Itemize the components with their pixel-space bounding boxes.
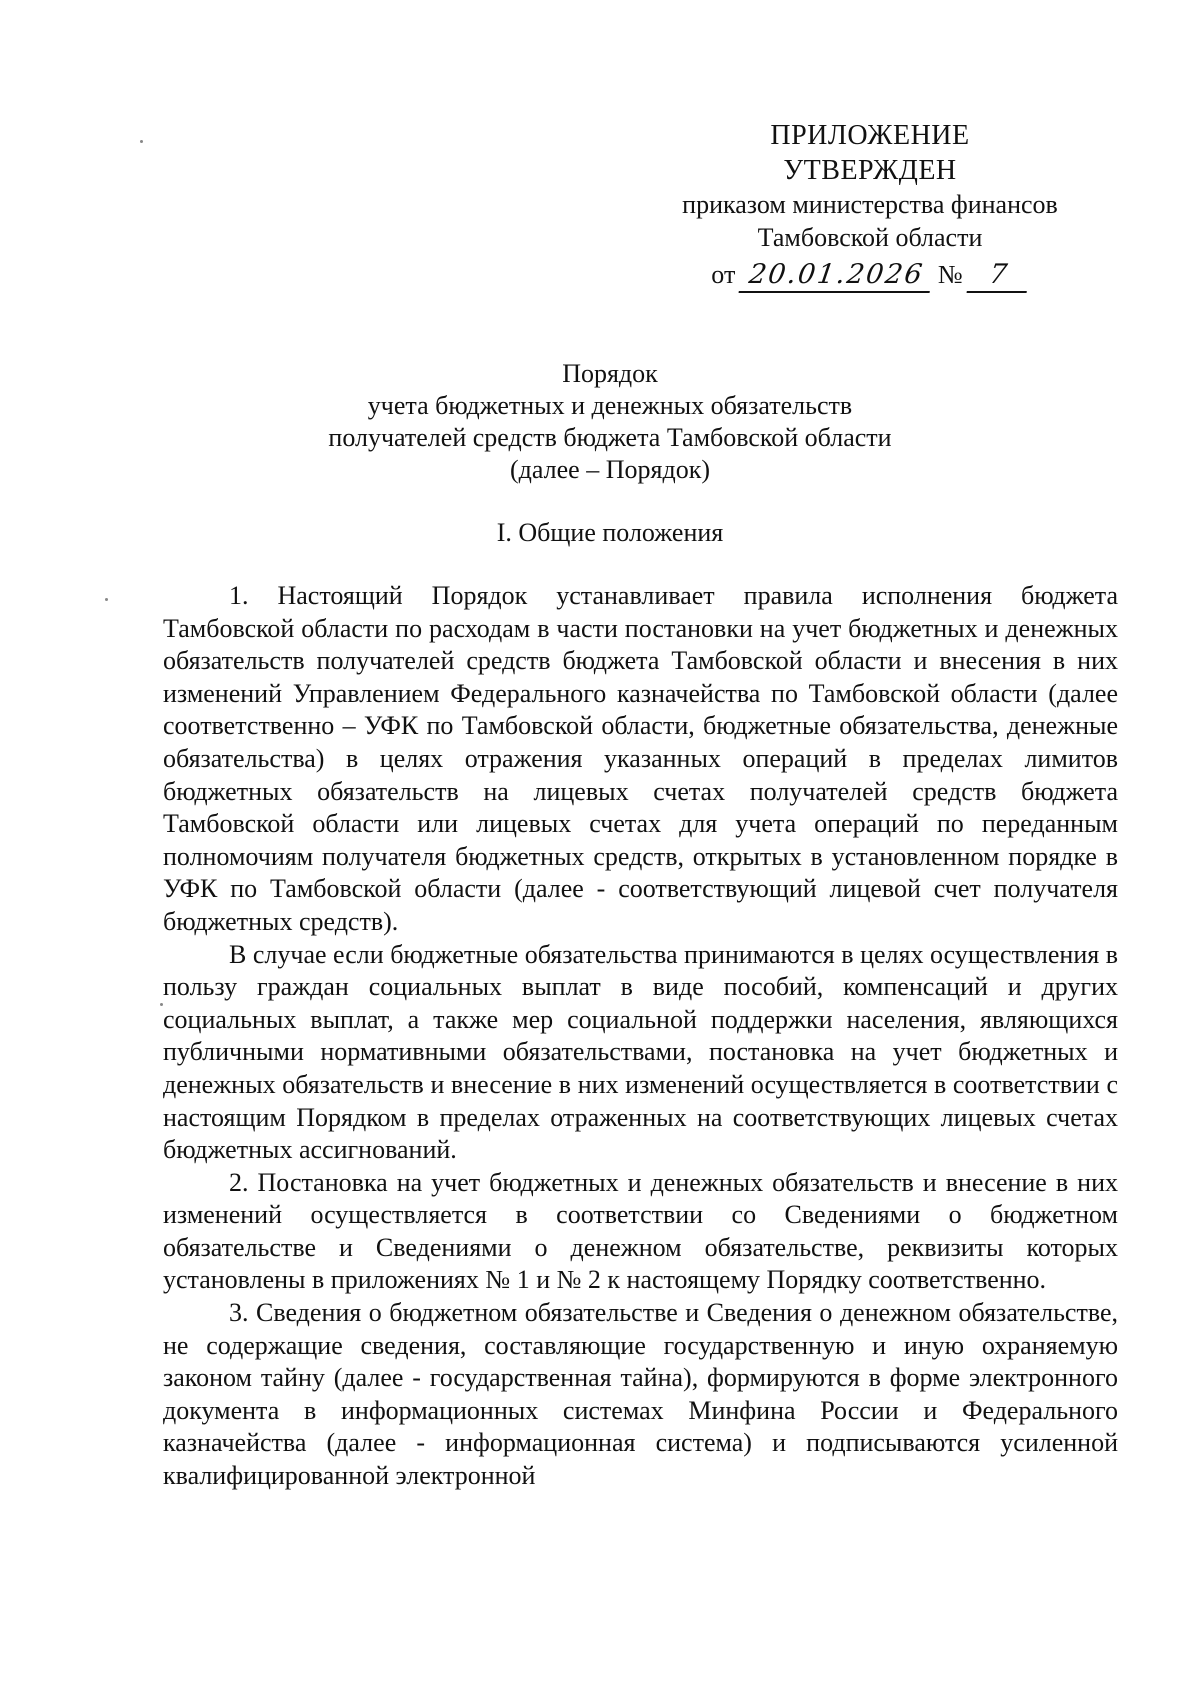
approval-order-text: приказом министерства финансов [682,190,1058,219]
approval-date-number-line [640,258,1100,293]
paragraph-2: В случае если бюджетные обязательства принимаются в целях осуществления в пользу граждан социальных выплат в виде пособий, компенсаций и других социальных выплат, а также мер социальной поддержки населения, являющихся публичными нормативными обязательствами, постановка на учет бюджетных и денежных обязательств и внесение в них изменений осуществляется в соответствии с настоящим Порядком в пределах отраженных на соответствующих лицевых счетах бюджетных ассигнований. [163,939,1118,1165]
title-line-3: получателей средств бюджета Тамбовской области [328,423,892,452]
scan-speck [105,598,108,601]
approval-block [640,118,1100,293]
scan-speck [160,1003,163,1006]
approval-date-handwritten: 20.01.2026 [739,258,935,293]
title-line-4: (далее – Порядок) [510,455,710,484]
title-line-1: Порядок [562,359,658,388]
document-body [163,580,1118,1493]
approval-appendix-label: ПРИЛОЖЕНИЕ [770,120,970,151]
paragraph-1: 1. Настоящий Порядок устанавливает правила исполнения бюджета Тамбовской области по расходам в части постановки на учет бюджетных и денежных обязательств получателей средств бюджета Тамбовской области и внесения в них изменений Управлением Федерального казначейства по Тамбовской области (далее соответственно – УФК по Тамбовской области, бюджетные обязательства, денежные обязательства) в целях отражения указанных операций в пределах лимитов бюджетных обязательств на лицевых счетах получателей средств бюджета Тамбовской области или лицевых счетах для учета операций по переданным полномочиям получателя бюджетных средств, открытых в установленном порядке в УФК по Тамбовской области (далее - соответствующий лицевой счет получателя бюджетных средств). [163,581,1118,936]
section-heading: I. Общие положения [496,518,724,547]
document-title [160,358,1060,486]
scan-speck [140,140,143,143]
approval-number-label: № [937,260,963,289]
approval-from-label: от [711,260,736,289]
approval-number-handwritten: 7 [966,258,1031,293]
approval-approved-label: УТВЕРЖДЕН [783,155,957,186]
paragraph-3: 2. Постановка на учет бюджетных и денежных обязательств и внесение в них изменений осуществляется в соответствии со Сведениями о бюджетном обязательстве и Сведениями о денежном обязательстве, реквизиты которых установлены в приложениях № 1 и № 2 к настоящему Порядку соответственно. [163,1167,1118,1295]
approval-region-text: Тамбовской области [757,223,983,252]
paragraph-4: 3. Сведения о бюджетном обязательстве и Сведения о денежном обязательстве, не содержащие сведения, составляющие государственную и иную охраняемую законом тайну (далее - государственная тайна), формируются в форме электронного документа в информационных системах Минфина России и Федерального казначейства (далее - информационная система) и подписываются усиленной квалифицированной электронной [163,1298,1118,1491]
title-line-2: учета бюджетных и денежных обязательств [367,391,853,420]
